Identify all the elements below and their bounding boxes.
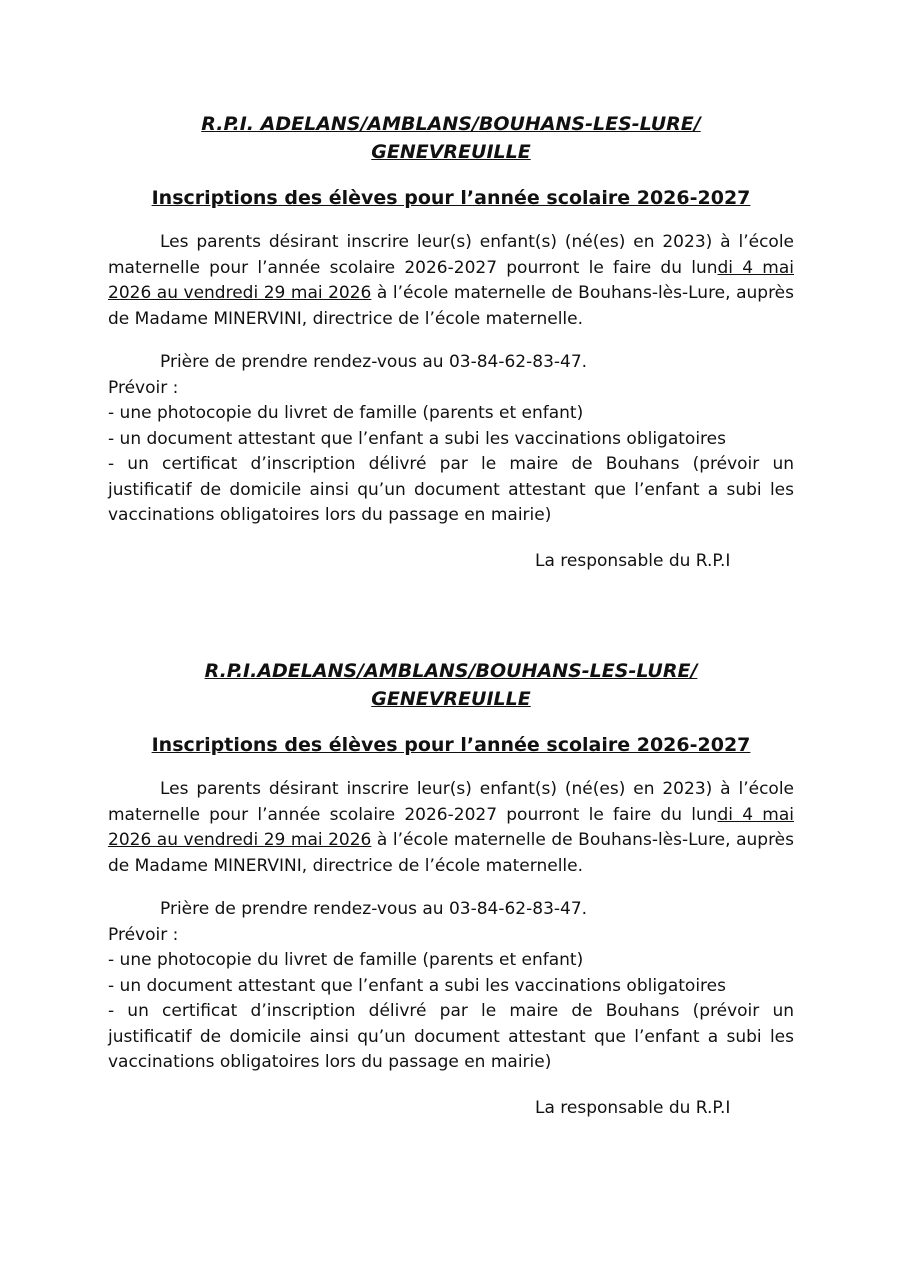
notice-subtitle: Inscriptions des élèves pour l’année scolaire 2026-2027 [151, 187, 751, 209]
signature: La responsable du R.P.I [535, 550, 731, 571]
notice-title-line2: GENEVREUILLE [371, 141, 531, 163]
registration-dates: di 4 mai 2026 au vendredi 29 mai 2026 [108, 257, 794, 303]
paragraph-text-start: Les parents désirant inscrire leur(s) enfant(s) (né(es) en 2023) à l’école maternelle pour l’année scolaire 2026-2027 pourront le faire du lun [108, 232, 794, 278]
notice-title-line2: GENEVREUILLE [371, 688, 531, 710]
provide-label: Prévoir : [108, 924, 179, 945]
paragraph-text-end: à l’école maternelle de Bouhans-lès-Lure, auprès de Madame MINERVINI, directrice de l’école maternelle. [108, 283, 794, 329]
list-item: - une photocopie du livret de famille (parents et enfant) [108, 403, 584, 423]
list-item: - un certificat d’inscription délivré par le maire de Bouhans (prévoir un justificatif de domicile ainsi qu’un document attestant que l’enfant a subi les vaccinations obligatoires lors du passage en mairie) [108, 1001, 794, 1072]
notice-subtitle: Inscriptions des élèves pour l’année scolaire 2026-2027 [151, 734, 751, 756]
notice-title-line1: R.P.I.ADELANS/AMBLANS/BOUHANS-LES-LURE/ [204, 660, 698, 682]
notice-title-line1: R.P.I. ADELANS/AMBLANS/BOUHANS-LES-LURE/ [201, 113, 701, 135]
notice-title [108, 657, 794, 713]
list-item: - un document attestant que l’enfant a subi les vaccinations obligatoires [108, 975, 726, 996]
provide-label: Prévoir : [108, 377, 179, 398]
list-item: - un document attestant que l’enfant a subi les vaccinations obligatoires [108, 428, 726, 449]
registration-dates: di 4 mai 2026 au vendredi 29 mai 2026 [108, 804, 794, 850]
paragraph-text-end: à l’école maternelle de Bouhans-lès-Lure, auprès de Madame MINERVINI, directrice de l’école maternelle. [108, 830, 794, 876]
list-item: - un certificat d’inscription délivré par le maire de Bouhans (prévoir un justificatif de domicile ainsi qu’un document attestant que l’enfant a subi les vaccinations obligatoires lors du passage en mairie) [108, 454, 794, 525]
registration-notice-bottom [108, 657, 794, 1121]
list-item: - une photocopie du livret de famille (parents et enfant) [108, 950, 584, 970]
notice-paragraph [108, 230, 794, 332]
registration-notice-top [108, 110, 794, 574]
notice-title [108, 110, 794, 166]
appointment-line: Prière de prendre rendez-vous au 03-84-62-83-47. [160, 899, 588, 919]
appointment-line: Prière de prendre rendez-vous au 03-84-62-83-47. [160, 352, 588, 372]
notice-paragraph [108, 777, 794, 879]
paragraph-text-start: Les parents désirant inscrire leur(s) enfant(s) (né(es) en 2023) à l’école maternelle pour l’année scolaire 2026-2027 pourront le faire du lun [108, 779, 794, 825]
signature: La responsable du R.P.I [535, 1097, 731, 1118]
